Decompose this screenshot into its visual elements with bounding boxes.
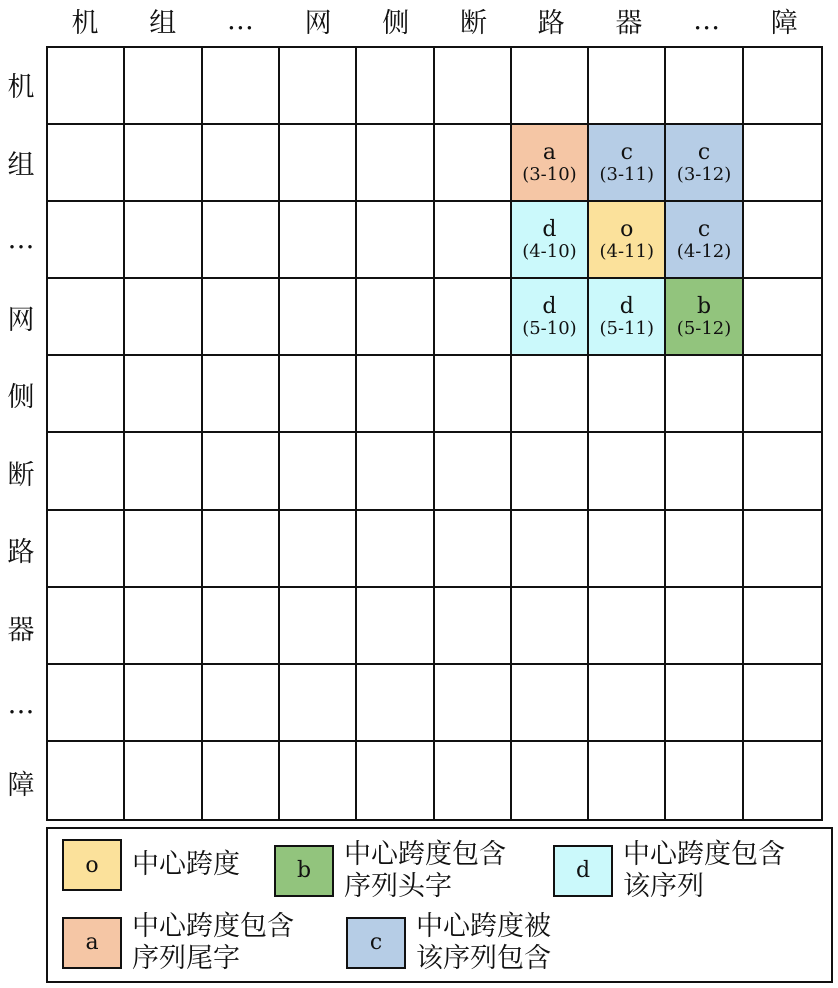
matrix-cell	[435, 48, 512, 125]
legend-label	[344, 839, 506, 903]
matrix-cell	[744, 665, 821, 742]
legend-label	[416, 911, 551, 975]
column-header: 机	[71, 7, 99, 39]
legend-item-c	[346, 911, 551, 975]
span-cell-index: (4-11)	[599, 241, 654, 263]
matrix-cell	[280, 665, 357, 742]
span-cell-index: (3-12)	[676, 163, 732, 185]
legend-swatch	[274, 845, 334, 897]
matrix-cell	[744, 588, 821, 665]
column-header: …	[226, 4, 254, 36]
matrix-cell	[512, 48, 589, 125]
legend-swatch-letter: c	[369, 930, 383, 956]
span-cell	[666, 279, 743, 356]
matrix-cell	[48, 665, 125, 742]
column-header: 网	[304, 7, 332, 39]
matrix-cell	[125, 588, 202, 665]
matrix-cell	[589, 356, 666, 433]
matrix-cell	[48, 356, 125, 433]
matrix-cell	[203, 433, 280, 510]
span-cell	[589, 202, 666, 279]
legend-item-o	[62, 839, 240, 891]
matrix-cell	[48, 742, 125, 819]
matrix-cell	[512, 665, 589, 742]
matrix-cell	[357, 48, 434, 125]
column-header: 器	[615, 7, 643, 39]
legend-item-b	[274, 839, 506, 903]
legend-swatch	[553, 845, 613, 897]
matrix-cell	[280, 433, 357, 510]
legend-swatch	[346, 917, 406, 969]
column-header: 断	[460, 7, 487, 39]
row-header: 断	[7, 459, 35, 491]
matrix-cell	[435, 742, 512, 819]
legend-label-line: 中心跨度包含	[623, 839, 785, 870]
matrix-cell	[435, 279, 512, 356]
matrix-cell	[744, 279, 821, 356]
matrix-cell	[744, 125, 821, 202]
matrix-cell	[280, 279, 357, 356]
span-cell-type: b	[696, 293, 712, 319]
matrix-cell	[666, 588, 743, 665]
matrix-cell	[512, 433, 589, 510]
matrix-cell	[435, 433, 512, 510]
span-cell-type: d	[542, 293, 557, 319]
span-cell-index: (5-11)	[599, 318, 654, 340]
matrix-cell	[280, 356, 357, 433]
span-cell-type: o	[620, 216, 634, 242]
row-header: 组	[7, 149, 35, 181]
matrix-cell	[280, 125, 357, 202]
matrix-cell	[125, 665, 202, 742]
legend-item-d	[553, 839, 785, 903]
matrix-cell	[435, 511, 512, 588]
matrix-cell	[744, 356, 821, 433]
matrix-cell	[280, 202, 357, 279]
matrix-cell	[589, 742, 666, 819]
matrix-cell	[203, 742, 280, 819]
matrix-cell	[125, 511, 202, 588]
matrix-cell	[125, 202, 202, 279]
matrix-cell	[280, 588, 357, 665]
span-cell-type: c	[697, 139, 711, 165]
matrix-cell	[435, 665, 512, 742]
span-cell-type: d	[619, 293, 634, 319]
row-header: …	[7, 689, 35, 720]
matrix-cell	[357, 433, 434, 510]
matrix-cell	[357, 588, 434, 665]
span-cell	[666, 202, 743, 279]
span-cell-index: (5-12)	[676, 318, 732, 340]
matrix-cell	[357, 511, 434, 588]
legend-swatch-letter: o	[85, 852, 99, 878]
matrix-cell	[357, 665, 434, 742]
matrix-cell	[512, 511, 589, 588]
matrix-cell	[48, 433, 125, 510]
span-cell-index: (3-11)	[599, 163, 654, 185]
span-cell-index: (5-10)	[522, 318, 577, 340]
matrix-cell	[589, 588, 666, 665]
span-cell-type: d	[542, 216, 557, 242]
legend	[46, 827, 833, 983]
column-header: 组	[149, 7, 177, 39]
matrix-cell	[744, 48, 821, 125]
span-cell	[512, 202, 589, 279]
matrix-cell	[357, 125, 434, 202]
legend-swatch	[62, 917, 122, 969]
matrix-cell	[125, 433, 202, 510]
legend-label-line: 中心跨度	[132, 849, 240, 881]
matrix-cell	[666, 665, 743, 742]
matrix-cell	[280, 48, 357, 125]
span-cell-type: c	[697, 216, 711, 242]
matrix-cell	[125, 742, 202, 819]
matrix-cell	[203, 588, 280, 665]
matrix-cell	[512, 356, 589, 433]
matrix-cell	[744, 202, 821, 279]
matrix-cell	[589, 48, 666, 125]
legend-label	[132, 911, 294, 975]
span-cell-index: (3-10)	[522, 163, 577, 185]
span-cell	[589, 125, 666, 202]
row-header: 网	[7, 304, 35, 336]
matrix-cell	[435, 588, 512, 665]
matrix-cell	[357, 356, 434, 433]
legend-label-line: 该序列包含	[416, 942, 551, 974]
matrix-cell	[666, 356, 743, 433]
span-cell	[512, 279, 589, 356]
column-header: …	[693, 4, 721, 36]
matrix-cell	[666, 742, 743, 819]
span-cell-type: c	[620, 139, 633, 165]
matrix-cell	[125, 356, 202, 433]
legend-swatch-letter: a	[85, 930, 99, 956]
matrix-cell	[280, 511, 357, 588]
matrix-cell	[48, 125, 125, 202]
matrix-cell	[435, 125, 512, 202]
matrix-cell	[744, 742, 821, 819]
span-cell-index: (4-12)	[676, 241, 732, 263]
matrix-cell	[203, 125, 280, 202]
matrix-cell	[512, 742, 589, 819]
legend-item-a	[62, 911, 294, 975]
legend-label-line: 该序列	[623, 870, 704, 902]
row-header: 路	[7, 537, 35, 568]
legend-label-line: 中心跨度包含	[132, 911, 294, 942]
matrix-cell	[357, 742, 434, 819]
row-header: 侧	[7, 382, 35, 413]
legend-swatch	[62, 839, 122, 891]
matrix-cell	[48, 202, 125, 279]
matrix-cell	[203, 511, 280, 588]
matrix-cell	[589, 511, 666, 588]
matrix-cell	[280, 742, 357, 819]
matrix-cell	[48, 588, 125, 665]
matrix-cell	[125, 125, 202, 202]
legend-label-line: 中心跨度包含	[344, 839, 506, 870]
matrix-cell	[589, 665, 666, 742]
matrix-cell	[357, 202, 434, 279]
matrix-cell	[435, 202, 512, 279]
matrix-cell	[125, 279, 202, 356]
span-cell	[512, 125, 589, 202]
matrix-cell	[48, 48, 125, 125]
legend-label	[132, 849, 240, 881]
matrix-cell	[744, 433, 821, 510]
legend-swatch-letter: d	[575, 858, 591, 884]
legend-swatch-letter: b	[296, 858, 312, 884]
legend-label-line: 序列尾字	[132, 942, 240, 974]
span-cell	[589, 279, 666, 356]
row-header: 器	[7, 614, 35, 646]
matrix-cell	[666, 433, 743, 510]
legend-label-line: 中心跨度被	[416, 911, 551, 942]
span-cell	[666, 125, 743, 202]
row-header: …	[7, 224, 35, 255]
matrix-cell	[666, 48, 743, 125]
matrix-cell	[512, 588, 589, 665]
column-header: 侧	[382, 7, 410, 39]
matrix-cell	[589, 433, 666, 510]
matrix-cell	[357, 279, 434, 356]
span-matrix-grid	[46, 46, 823, 821]
matrix-cell	[203, 202, 280, 279]
matrix-cell	[48, 511, 125, 588]
span-cell-index: (4-10)	[522, 241, 577, 263]
matrix-cell	[48, 279, 125, 356]
matrix-cell	[203, 48, 280, 125]
legend-label	[623, 839, 785, 903]
row-header: 机	[7, 72, 35, 103]
matrix-cell	[435, 356, 512, 433]
column-header: 路	[537, 7, 565, 39]
matrix-cell	[203, 665, 280, 742]
matrix-cell	[203, 356, 280, 433]
matrix-cell	[744, 511, 821, 588]
span-cell-type: a	[542, 139, 556, 165]
matrix-cell	[125, 48, 202, 125]
column-header: 障	[770, 7, 798, 39]
matrix-cell	[666, 511, 743, 588]
matrix-cell	[203, 279, 280, 356]
row-header: 障	[7, 769, 35, 801]
legend-label-line: 序列头字	[344, 870, 452, 902]
